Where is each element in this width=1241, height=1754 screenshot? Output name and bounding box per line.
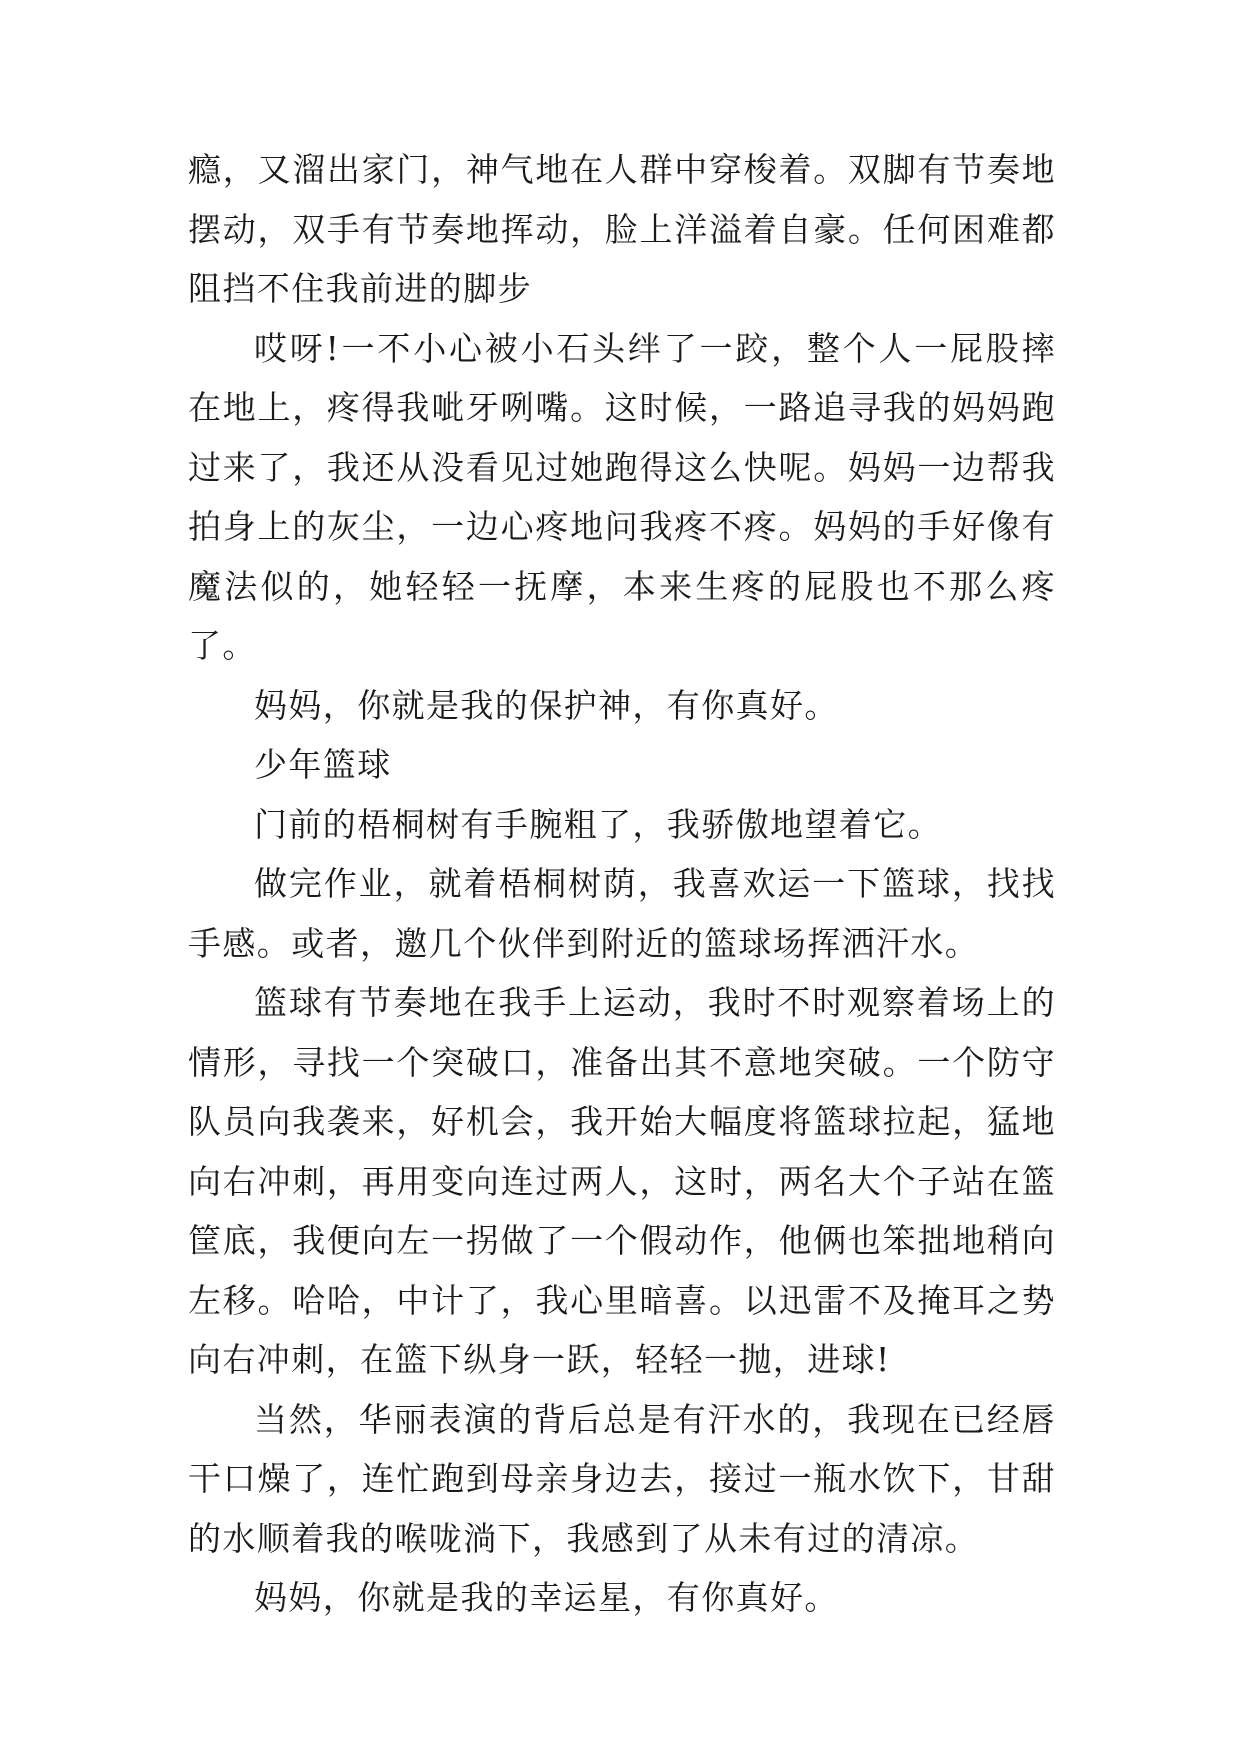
paragraph: 哎呀!一不小心被小石头绊了一跤，整个人一屁股摔在地上，疼得我呲牙咧嘴。这时候，一路追寻我的妈妈跑过来了，我还从没看见过她跑得这么快呢。妈妈一边帮我拍身上的灰尘，一边心疼地问我疼不疼。妈妈的手好像有魔法似的，她轻轻一抚摩，本来生疼的屁股也不那么疼了。 bbox=[188, 328, 1056, 665]
paragraph: 妈妈，你就是我的幸运星，有你真好。 bbox=[254, 1578, 839, 1617]
paragraph: 妈妈，你就是我的保护神，有你真好。 bbox=[254, 685, 839, 725]
paragraph: 做完作业，就着梧桐树荫，我喜欢运一下篮球，找找手感。或者，邀几个伙伴到附近的篮球场挥洒汗水。 bbox=[188, 864, 1056, 963]
section-heading: 少年篮球 bbox=[254, 745, 392, 784]
paragraph: 篮球有节奏地在我手上运动，我时不时观察着场上的情形，寻找一个突破口，准备出其不意地突破。一个防守队员向我袭来，好机会，我开始大幅度将篮球拉起，猛地向右冲刺，再用变向连过两人，这时，两名大个子站在篮筐底，我便向左一拐做了一个假动作，他俩也笨拙地稍向左移。哈哈，中计了，我心里暗喜。以迅雷不及掩耳之势向右冲刺，在篮下纵身一跃，轻轻一抛，进球! bbox=[188, 983, 1056, 1379]
paragraph-continuation: 瘾，又溜出家门，神气地在人群中穿梭着。双脚有节奏地摆动，双手有节奏地挥动，脸上洋溢着自豪。任何困难都阻挡不住我前进的脚步 bbox=[188, 150, 1056, 308]
document-page bbox=[188, 140, 1056, 1628]
paragraph: 当然，华丽表演的背后总是有汗水的，我现在已经唇干口燥了，连忙跑到母亲身边去，接过一瓶水饮下，甘甜的水顺着我的喉咙淌下，我感到了从未有过的清凉。 bbox=[188, 1399, 1056, 1558]
paragraph: 门前的梧桐树有手腕粗了，我骄傲地望着它。 bbox=[254, 804, 942, 844]
